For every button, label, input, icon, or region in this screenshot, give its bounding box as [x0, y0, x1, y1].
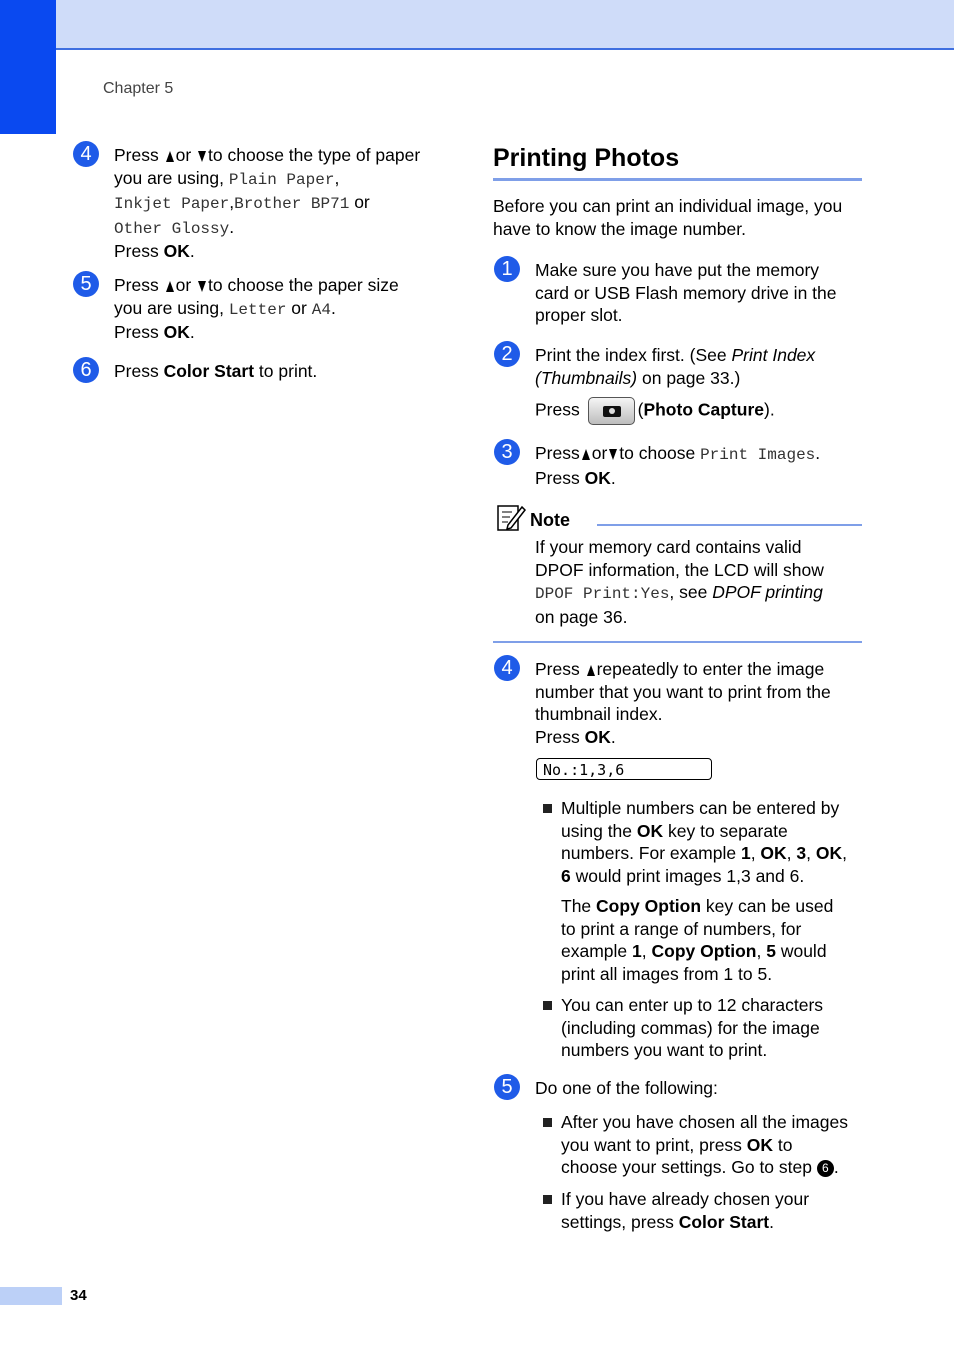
text: to choose the type of paper [208, 145, 421, 165]
key-name: Copy Option [651, 941, 757, 961]
step-number: 5 [73, 271, 99, 297]
text: card or USB Flash memory drive in the [535, 282, 837, 303]
right-step-2 [494, 341, 864, 427]
text: key to separate [668, 820, 788, 841]
bullet-icon [543, 797, 557, 817]
text: After you have chosen all the images [561, 1112, 848, 1132]
lcd-display: No.:1,3,6 [536, 758, 712, 780]
text: Press [114, 145, 159, 165]
chapter-label: Chapter 5 [103, 80, 174, 97]
key-name: Color Start [163, 361, 255, 381]
text: to [777, 1134, 793, 1155]
text: Press [114, 361, 159, 381]
step-number: 3 [494, 439, 520, 465]
title-rule [493, 178, 862, 181]
key-name: 6 [561, 865, 571, 886]
right-step-1 [494, 256, 864, 328]
key-name: Copy Option [596, 896, 702, 916]
text: you are using, [114, 167, 224, 188]
text: DPOF information, the LCD will show [535, 559, 824, 580]
bullet-text: Multiple numbers can be entered by using the OK key to separate numbers. For example 1, OK, 3, OK, 6 would print images 1,3 and 6. The Copy Option key can be used to print a range of numbers, for example 1, Copy Option, 5 would print all images from 1 to 5. [561, 797, 861, 985]
step-text [535, 259, 837, 327]
key-name: 3 [796, 843, 807, 863]
menu-option: Inkjet Paper [114, 195, 230, 213]
text: Press [114, 322, 159, 342]
text: print all images from 1 to 5. [561, 963, 773, 984]
step-text: Press or to choose Print Images. Press OK. [535, 443, 821, 488]
text: numbers. For example [561, 843, 737, 863]
note-rule [597, 524, 862, 526]
camera-icon [588, 397, 635, 425]
step-text: Print the index first. (See Print Index (Thumbnails) on page 33.) Press (Photo Capture). [535, 344, 815, 425]
step-number: 2 [494, 341, 520, 367]
key-name: 5 [766, 941, 776, 961]
text: Press [535, 467, 580, 488]
lcd-message: DPOF Print:Yes [535, 585, 670, 603]
page-tab [0, 1287, 62, 1305]
text: Press [535, 443, 580, 463]
text: Print the index first. (See [535, 345, 727, 365]
left-step-5 [73, 271, 453, 346]
step-text [535, 1077, 718, 1100]
menu-option: Print Images [700, 446, 816, 464]
step-text: Press or to choose the paper size you are using, Letter or A4. Press OK. [114, 275, 399, 342]
key-name: OK [163, 322, 190, 342]
text: choose your settings. Go to step [561, 1157, 812, 1177]
text: Make sure you have put the memory [535, 260, 820, 280]
text: Press [535, 659, 580, 679]
menu-option: Other Glossy [114, 219, 230, 238]
text: would [780, 941, 827, 961]
menu-option: Plain Paper [228, 170, 335, 189]
text: You can enter up to 12 characters [561, 995, 824, 1015]
key-name: OK [746, 1134, 774, 1155]
text: proper slot. [535, 305, 623, 325]
cross-reference: Print Index [731, 345, 816, 365]
bullet-text [561, 994, 861, 1062]
step-text: Press repeatedly to enter the image number that you want to print from the thumbnail index. Press OK. [535, 659, 831, 747]
text: or [354, 192, 370, 212]
text: or [591, 443, 608, 463]
note-end-rule [493, 641, 862, 643]
step-reference: 6 [817, 1160, 834, 1177]
text: to choose the paper size [208, 275, 399, 295]
key-name: OK [760, 843, 787, 863]
right-step-4 [494, 655, 864, 750]
step-number: 5 [494, 1074, 520, 1100]
text: If you have already chosen your [561, 1189, 810, 1209]
text: numbers you want to print. [561, 1040, 768, 1060]
text: The [561, 896, 592, 916]
step-number: 6 [73, 357, 99, 383]
down-triangle-icon [609, 449, 617, 460]
text: Press [535, 726, 580, 747]
chapter-tab [0, 0, 56, 134]
text: settings, press [561, 1211, 674, 1232]
menu-option: Brother BP71 [234, 195, 350, 213]
text: Press [114, 275, 159, 295]
header-rule [56, 48, 954, 50]
bullet-text: After you have chosen all the images you want to print, press OK to choose your settings. Go to step 6 . [561, 1111, 861, 1179]
text: you are using, [114, 297, 224, 318]
note-body [535, 536, 865, 628]
key-name: Photo Capture [643, 399, 764, 420]
text: (including commas) for the image [561, 1017, 820, 1038]
text: If your memory card contains valid [535, 537, 802, 557]
up-triangle-icon [587, 665, 595, 676]
bullet-text: If you have already chosen your settings, press Color Start. [561, 1188, 861, 1233]
step-number: 1 [494, 256, 520, 282]
menu-option: A4 [311, 300, 331, 319]
right-step-5 [494, 1074, 864, 1104]
step-text [114, 360, 317, 383]
text: , see [669, 582, 708, 602]
up-triangle-icon [582, 449, 590, 460]
text: or [291, 297, 307, 318]
text: or [175, 145, 192, 165]
bullet-icon [543, 1188, 557, 1208]
text: repeatedly to enter the image [596, 659, 825, 679]
text: number that you want to print from the [535, 681, 831, 702]
text: to print. [258, 361, 318, 381]
header-band [0, 0, 954, 49]
text: on page 33.) [642, 367, 741, 388]
text: have to know the image number. [493, 218, 746, 239]
cross-reference: (Thumbnails) [535, 367, 638, 388]
step-number: 4 [494, 655, 520, 681]
text: Press [535, 399, 580, 420]
text: to print a range of numbers, for [561, 918, 802, 939]
section-title: Printing Photos [493, 144, 680, 172]
key-name: OK [163, 241, 190, 261]
step-number: 4 [73, 141, 99, 167]
key-name: OK [584, 467, 611, 488]
key-name: 1 [740, 843, 751, 863]
down-triangle-icon [198, 281, 206, 292]
intro-text [493, 195, 862, 240]
text: thumbnail index. [535, 704, 663, 724]
text: to choose [619, 443, 696, 463]
up-triangle-icon [166, 281, 174, 292]
note-heading: Note [530, 510, 570, 530]
text: Press [114, 241, 159, 261]
up-triangle-icon [166, 151, 174, 162]
text: key can be used [705, 896, 834, 916]
note-pencil-icon [496, 503, 526, 533]
text: you want to print, press [561, 1134, 742, 1155]
left-step-6 [73, 357, 453, 387]
bullet-icon [543, 1111, 557, 1131]
step-text: Press or to choose the type of paper you are using, Plain Paper, Inkjet Paper,Brother BP71 or Other Glossy. Press OK. [114, 145, 421, 261]
text: Multiple numbers can be entered by [561, 798, 840, 818]
text: would print images 1,3 and 6. [575, 865, 805, 886]
key-name: OK [584, 726, 611, 747]
key-name: 1 [632, 941, 642, 961]
key-name: OK [636, 820, 664, 841]
bullet-icon [543, 994, 557, 1014]
menu-option: Letter [228, 300, 287, 319]
cross-reference: DPOF printing [712, 582, 823, 602]
key-name: OK [815, 843, 843, 863]
down-triangle-icon [198, 151, 206, 162]
text: using the [561, 820, 633, 841]
right-step-3 [494, 439, 864, 489]
text: Before you can print an individual image, you [493, 196, 843, 216]
text: Do one of the following: [535, 1078, 718, 1098]
text: example [561, 941, 628, 961]
text: on page 36. [535, 606, 628, 627]
key-name: Color Start [678, 1211, 770, 1232]
text: or [175, 275, 192, 295]
page-number: 34 [70, 1287, 87, 1304]
left-step-4 [73, 141, 453, 261]
